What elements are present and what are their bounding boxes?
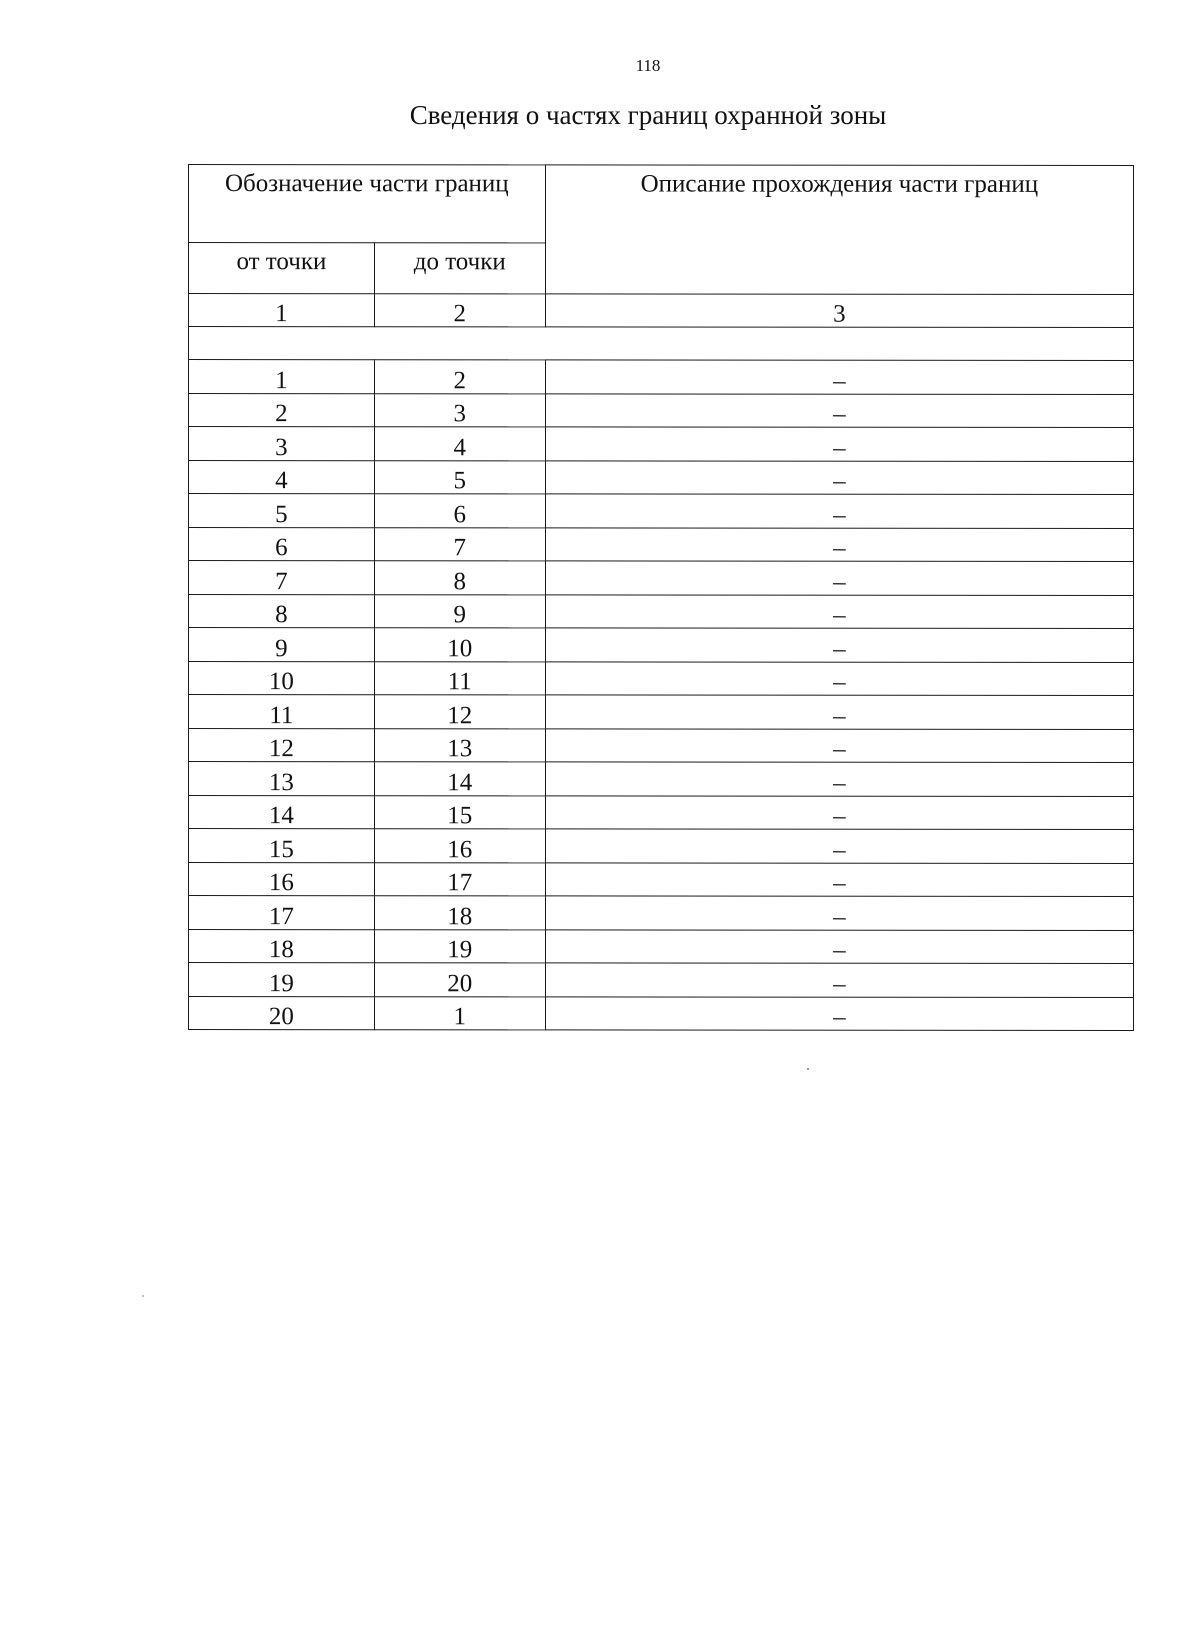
description-cell: – xyxy=(545,728,1133,762)
from-point-header: от точки xyxy=(189,243,375,294)
from-point-cell: 5 xyxy=(189,494,375,528)
from-point-cell: 10 xyxy=(189,661,375,695)
blank-separator-row xyxy=(189,327,1134,361)
description-cell: – xyxy=(545,527,1133,561)
scan-speck xyxy=(142,1295,144,1297)
description-cell: – xyxy=(545,494,1133,528)
column-number-1: 1 xyxy=(189,294,375,327)
description-cell: – xyxy=(545,561,1133,595)
table-row xyxy=(189,929,1134,963)
table-row xyxy=(189,862,1134,896)
boundary-parts-table xyxy=(188,164,1134,1031)
description-cell: – xyxy=(545,628,1133,662)
description-cell: – xyxy=(545,460,1133,494)
description-cell: – xyxy=(545,963,1133,997)
from-point-cell: 18 xyxy=(189,929,375,963)
table-row xyxy=(189,762,1134,796)
to-point-cell: 17 xyxy=(374,862,545,896)
table-row xyxy=(189,896,1134,930)
table-row xyxy=(189,393,1134,427)
description-cell: – xyxy=(545,661,1133,695)
from-point-cell: 1 xyxy=(189,360,375,394)
to-point-cell: 2 xyxy=(374,360,545,394)
description-cell: – xyxy=(545,762,1133,796)
table-row xyxy=(189,695,1134,729)
description-cell: – xyxy=(545,795,1133,829)
from-point-cell: 6 xyxy=(189,527,375,561)
from-point-cell: 7 xyxy=(189,561,375,595)
to-point-cell: 4 xyxy=(374,427,545,461)
scan-speck xyxy=(807,1068,809,1070)
from-point-cell: 8 xyxy=(189,594,375,628)
column-number-3: 3 xyxy=(545,294,1133,328)
from-point-cell: 16 xyxy=(189,862,375,896)
from-point-cell: 20 xyxy=(189,996,375,1030)
description-cell: – xyxy=(545,929,1133,963)
header-row-1 xyxy=(189,165,1134,244)
description-cell: – xyxy=(545,695,1133,729)
description-cell: – xyxy=(545,594,1133,628)
table-row xyxy=(189,996,1134,1030)
to-point-cell: 8 xyxy=(374,561,545,595)
to-point-cell: 6 xyxy=(374,494,545,528)
from-point-cell: 4 xyxy=(189,460,375,494)
from-point-cell: 2 xyxy=(189,393,375,427)
from-point-cell: 9 xyxy=(189,628,375,662)
to-point-cell: 5 xyxy=(374,460,545,494)
to-point-cell: 13 xyxy=(374,728,545,762)
from-point-cell: 12 xyxy=(189,728,375,762)
table-row xyxy=(189,427,1134,461)
to-point-cell: 15 xyxy=(374,795,545,829)
table-row xyxy=(189,561,1134,595)
table-row xyxy=(189,795,1134,829)
to-point-cell: 18 xyxy=(374,896,545,930)
to-point-cell: 16 xyxy=(374,829,545,863)
description-cell: – xyxy=(545,829,1133,863)
table-row xyxy=(189,460,1134,494)
to-point-cell: 1 xyxy=(374,996,545,1030)
to-point-cell: 9 xyxy=(374,594,545,628)
table-row xyxy=(189,661,1134,695)
description-cell: – xyxy=(545,896,1133,930)
description-cell: – xyxy=(545,996,1133,1030)
from-point-cell: 14 xyxy=(189,795,375,829)
description-cell: – xyxy=(545,862,1133,896)
table-row xyxy=(189,628,1134,662)
table-row xyxy=(189,728,1134,762)
to-point-cell: 3 xyxy=(374,393,545,427)
to-point-cell: 19 xyxy=(374,929,545,963)
table-row xyxy=(189,494,1134,528)
from-point-cell: 15 xyxy=(189,829,375,863)
to-point-cell: 7 xyxy=(374,527,545,561)
column-number-2: 2 xyxy=(374,294,545,327)
description-cell: – xyxy=(545,427,1133,461)
to-point-cell: 14 xyxy=(374,762,545,796)
blank-separator-cell xyxy=(189,327,1134,361)
table-row xyxy=(189,963,1134,997)
from-point-cell: 17 xyxy=(189,896,375,930)
table-row xyxy=(189,594,1134,628)
table-row xyxy=(189,527,1134,561)
to-point-cell: 11 xyxy=(374,661,545,695)
document-title: Сведения о частях границ охранной зоны xyxy=(409,100,887,130)
table-row xyxy=(189,829,1134,863)
boundary-designation-header: Обозначение части границ xyxy=(189,165,546,243)
boundary-description-header: Описание прохождения части границ xyxy=(545,165,1133,295)
column-number-row xyxy=(189,294,1134,328)
from-point-cell: 11 xyxy=(189,695,375,729)
table-row xyxy=(189,360,1134,394)
to-point-cell: 10 xyxy=(374,628,545,662)
from-point-cell: 3 xyxy=(189,427,375,461)
to-point-cell: 12 xyxy=(374,695,545,729)
page-number: 118 xyxy=(635,56,661,75)
to-point-cell: 20 xyxy=(374,963,545,997)
to-point-header: до точки xyxy=(374,243,545,294)
description-cell: – xyxy=(545,393,1133,427)
from-point-cell: 13 xyxy=(189,762,375,796)
from-point-cell: 19 xyxy=(189,963,375,997)
description-cell: – xyxy=(545,360,1133,394)
